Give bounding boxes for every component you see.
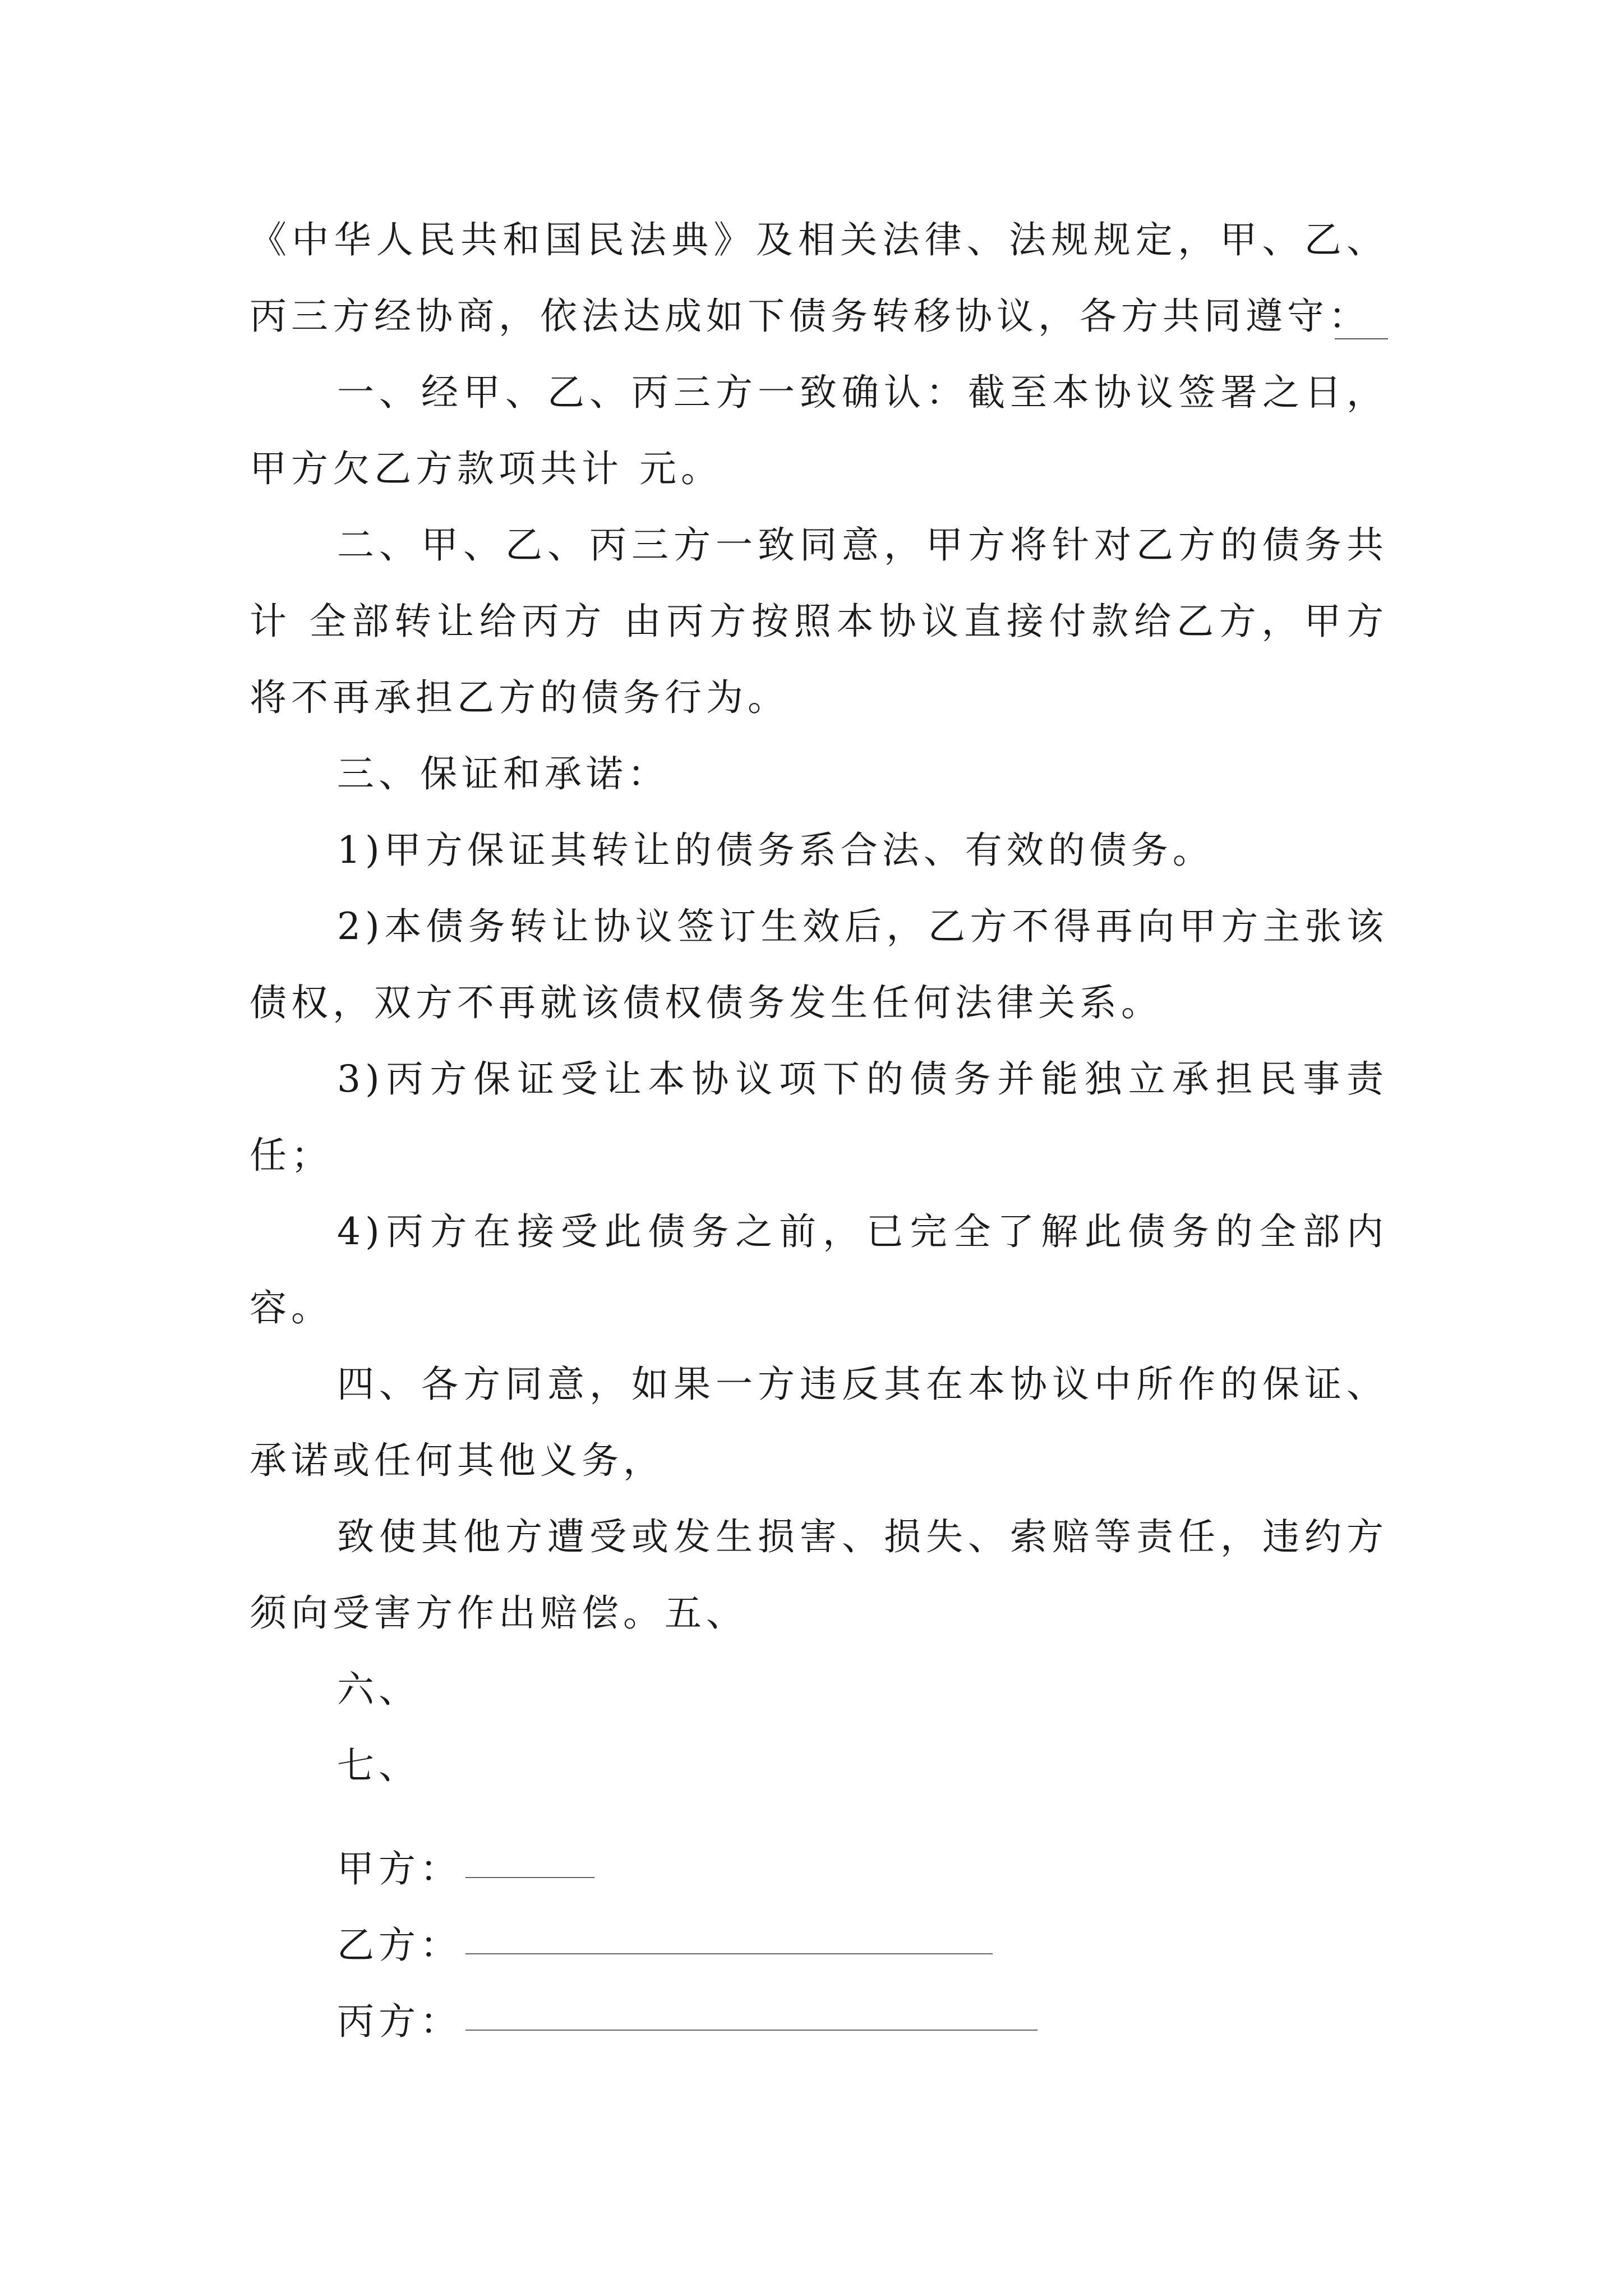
- party-c-signature-line: [465, 2030, 1038, 2031]
- signature-party-b: [337, 1907, 462, 1984]
- agreement-body: [250, 202, 1388, 1804]
- signature-party-c: [337, 1984, 462, 2060]
- party-a-label: 甲方：: [337, 1847, 462, 1890]
- paragraph-clause-4: 四、各方同意，如果一方违反其在本协议中所作的保证、承诺或任何其他义务，: [250, 1363, 1388, 1482]
- paragraph-clause-3-1: 1)甲方保证其转让的债务系合法、有效的债务。: [337, 829, 1214, 872]
- paragraph-clause-1: 一、经甲、乙、丙三方一致确认：截至本协议签署之日，甲方欠乙方款项共计 元。: [250, 371, 1388, 490]
- paragraph-clause-3: 三、保证和承诺：: [337, 752, 669, 795]
- paragraph-clause-2: 二、甲、乙、丙三方一致同意，甲方将针对乙方的债务共计 全部转让给丙方 由丙方按照本协议直接付款给乙方，甲方将不再承担乙方的债务行为。: [250, 523, 1388, 719]
- blank-underline: [1335, 338, 1388, 339]
- paragraph-intro: 《中华人民共和国民法典》及相关法律、法规规定，甲、乙、丙三方经协商，依法达成如下债务转移协议，各方共同遵守：: [250, 218, 1388, 338]
- party-a-signature-line: [465, 1877, 594, 1878]
- paragraph-clause-3-3: 3)丙方保证受让本协议项下的债务并能独立承担民事责任；: [250, 1057, 1388, 1177]
- paragraph-clause-3-4: 4)丙方在接受此债务之前，已完全了解此债务的全部内容。: [250, 1210, 1388, 1329]
- party-b-signature-line: [465, 1953, 993, 1954]
- paragraph-clause-6: 六、: [337, 1668, 420, 1711]
- party-c-label: 丙方：: [337, 2000, 462, 2043]
- party-b-label: 乙方：: [337, 1924, 462, 1967]
- paragraph-clause-3-2: 2)本债务转让协议签订生效后，乙方不得再向甲方主张该债权，双方不再就该债权债务发生任何法律关系。: [250, 905, 1388, 1024]
- signature-party-a: [337, 1831, 462, 1907]
- paragraph-clause-4-continued: 致使其他方遭受或发生损害、损失、索赔等责任，违约方须向受害方作出赔偿。五、: [250, 1515, 1388, 1635]
- paragraph-clause-7: 七、: [337, 1744, 420, 1787]
